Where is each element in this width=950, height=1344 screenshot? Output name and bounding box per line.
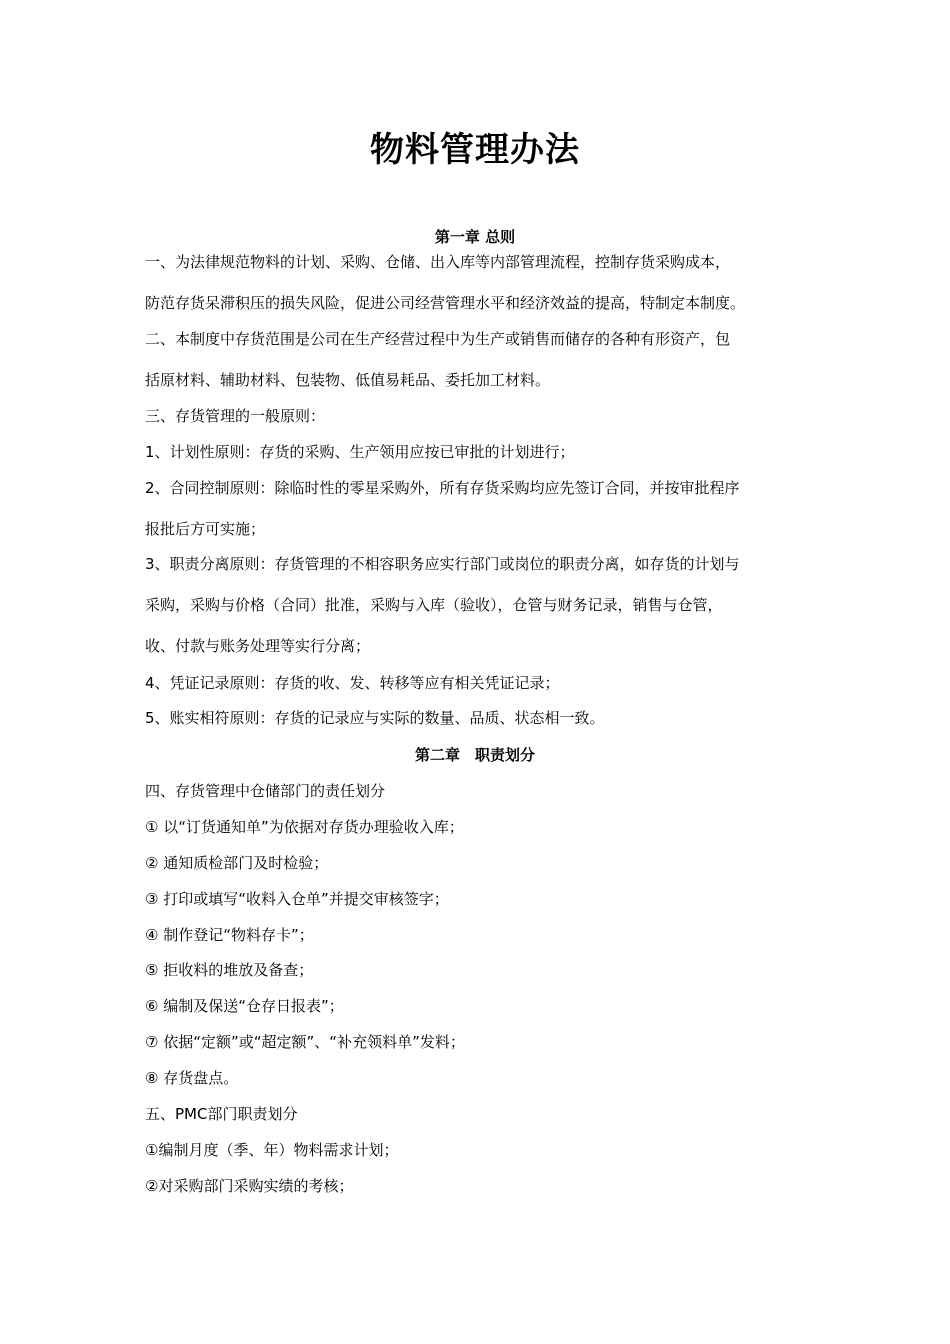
- document-title: 物料管理办法: [370, 130, 580, 170]
- paragraph-line: 采购，采购与价格（合同）批准，采购与入库（验收），仓管与财务记录，销售与仓管，: [145, 596, 723, 614]
- paragraph-line: 收、付款与账务处理等实行分离；: [145, 637, 371, 655]
- paragraph-line: 五、PMC部门职责划分: [145, 1105, 298, 1123]
- list-item: ① 以“订货通知单”为依据对存货办理验收入库；: [145, 818, 464, 836]
- list-item: ⑧ 存货盘点。: [145, 1069, 239, 1087]
- paragraph-line: 1、计划性原则：存货的采购、生产领用应按已审批的计划进行；: [145, 443, 575, 461]
- paragraph-line: 括原材料、辅助材料、包装物、低值易耗品、委托加工材料。: [145, 371, 551, 389]
- list-item: ② 通知质检部门及时检验；: [145, 854, 329, 872]
- paragraph-line: 二、本制度中存货范围是公司在生产经营过程中为生产或销售而储存的各种有形资产，包: [145, 330, 731, 348]
- chapter-2-heading: 第二章 职责划分: [414, 746, 535, 764]
- list-item: ⑦ 依据“定额”或“超定额”、“补充领料单”发料；: [145, 1033, 465, 1051]
- paragraph-line: 一、为法律规范物料的计划、采购、仓储、出入库等内部管理流程，控制存货采购成本，: [145, 253, 731, 271]
- paragraph-line: 四、存货管理中仓储部门的责任划分: [145, 782, 386, 800]
- list-item: ⑤ 拒收料的堆放及备查；: [145, 961, 314, 979]
- paragraph-line: 2、合同控制原则：除临时性的零星采购外，所有存货采购均应先签订合同，并按审批程序: [145, 479, 740, 497]
- list-item: ②对采购部门采购实绩的考核；: [145, 1177, 354, 1195]
- paragraph-line: 3、职责分离原则：存货管理的不相容职务应实行部门或岗位的职责分离，如存货的计划与: [145, 555, 740, 573]
- paragraph-line: 报批后方可实施；: [145, 520, 266, 538]
- paragraph-line: 防范存货呆滞积压的损失风险，促进公司经营管理水平和经济效益的提高，特制定本制度。: [145, 294, 746, 312]
- list-item: ⑥ 编制及保送“仓存日报表”；: [145, 997, 344, 1015]
- paragraph-line: 5、账实相符原则：存货的记录应与实际的数量、品质、状态相一致。: [145, 709, 605, 727]
- paragraph-line: 三、存货管理的一般原则：: [145, 407, 326, 425]
- chapter-1-heading: 第一章 总则: [434, 228, 516, 246]
- list-item: ①编制月度（季、年）物料需求计划；: [145, 1141, 399, 1159]
- list-item: ③ 打印或填写“收料入仓单”并提交审核签字；: [145, 890, 449, 908]
- paragraph-line: 4、凭证记录原则：存货的收、发、转移等应有相关凭证记录；: [145, 674, 560, 692]
- list-item: ④ 制作登记“物料存卡”；: [145, 926, 314, 944]
